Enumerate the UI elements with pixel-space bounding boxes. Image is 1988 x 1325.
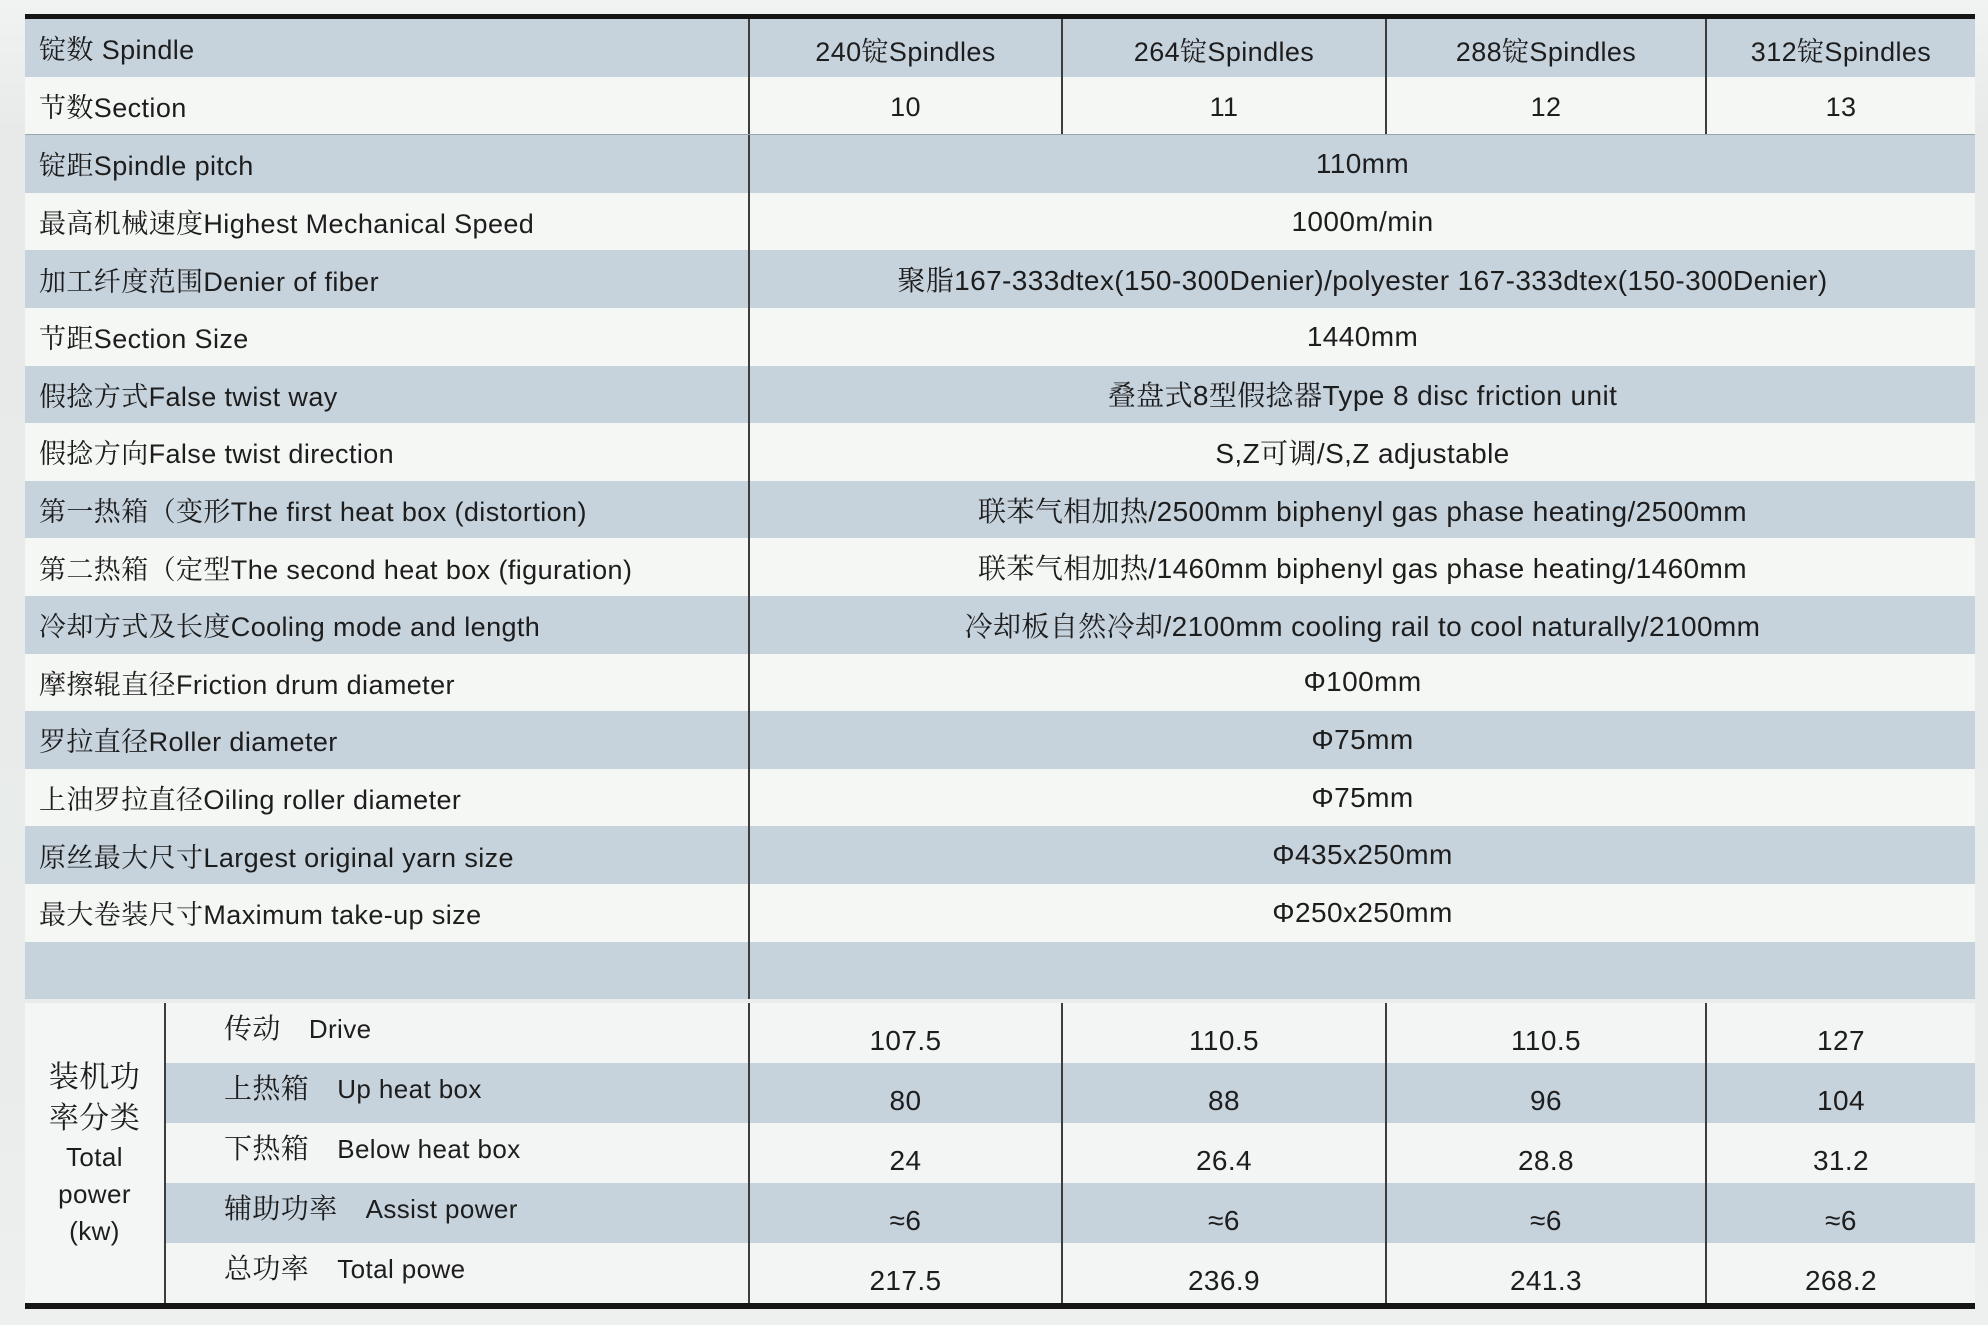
power-row xyxy=(166,1243,1975,1303)
header-cell-312: 312锭Spindles xyxy=(1705,19,1975,77)
row-label: 上油罗拉直径Oiling roller diameter xyxy=(39,785,462,816)
power-value-cell: 127 xyxy=(1705,1003,1975,1063)
power-group-label xyxy=(25,1003,166,1303)
row-label: 罗拉直径Roller diameter xyxy=(39,727,338,758)
power-row-label-cn: 传动 xyxy=(224,1013,281,1044)
power-row-label-en: Assist power xyxy=(365,1194,518,1224)
power-row xyxy=(166,1003,1975,1063)
header-cell-288: 288锭Spindles xyxy=(1385,19,1705,77)
power-value-cell: 110.5 xyxy=(1061,1003,1385,1063)
power-row-label-cn: 辅助功率 xyxy=(224,1193,338,1224)
row-value xyxy=(748,942,1975,1000)
table-row xyxy=(25,481,1975,539)
table-row xyxy=(25,654,1975,712)
row-label: 节距Section Size xyxy=(39,324,249,355)
table-row xyxy=(25,366,1975,424)
table-row xyxy=(25,538,1975,596)
table-row xyxy=(25,769,1975,827)
power-value-cell: ≈6 xyxy=(1061,1183,1385,1243)
row-label: 最高机械速度Highest Mechanical Speed xyxy=(39,209,535,240)
table-row xyxy=(25,826,1975,884)
power-row xyxy=(166,1183,1975,1243)
power-row-label-en: Below heat box xyxy=(337,1134,521,1164)
power-row-label xyxy=(166,1127,748,1167)
power-row-label xyxy=(166,1247,748,1287)
table-row xyxy=(25,250,1975,308)
row-label: 原丝最大尺寸Largest original yarn size xyxy=(39,842,514,873)
table-bottom-border xyxy=(25,1303,1975,1309)
row-value: S,Z可调/S,Z adjustable xyxy=(748,423,1975,481)
power-value-cell: 110.5 xyxy=(1385,1003,1705,1063)
power-row-label xyxy=(166,1007,748,1047)
section-cell: 12 xyxy=(1385,77,1705,135)
power-row-label-en: Total powe xyxy=(337,1254,466,1284)
power-row-label-en: Up heat box xyxy=(337,1074,482,1104)
row-label: 假捻方向False twist direction xyxy=(39,439,395,470)
table-row xyxy=(25,193,1975,251)
power-value-cell: ≈6 xyxy=(1705,1183,1975,1243)
row-label: 第一热箱（变形The first heat box (distortion) xyxy=(39,497,587,528)
power-value-cell: 96 xyxy=(1385,1063,1705,1123)
row-value: Φ100mm xyxy=(748,654,1975,712)
table-row-spindles xyxy=(25,19,1975,77)
power-value-cell: 80 xyxy=(748,1063,1061,1123)
section-cell: 10 xyxy=(748,77,1061,135)
group-label-line: 装机功 xyxy=(48,1060,141,1094)
row-label: 假捻方式False twist way xyxy=(39,381,338,412)
table-row xyxy=(25,308,1975,366)
row-label: 锭距Spindle pitch xyxy=(39,151,254,182)
group-label-line: Total xyxy=(66,1141,123,1172)
table-row xyxy=(25,711,1975,769)
power-value-cell: 28.8 xyxy=(1385,1123,1705,1183)
row-label: 加工纤度范围Denier of fiber xyxy=(39,266,379,297)
power-value-cell: 241.3 xyxy=(1385,1243,1705,1303)
power-row xyxy=(166,1063,1975,1123)
power-value-cell: 268.2 xyxy=(1705,1243,1975,1303)
power-section xyxy=(25,1003,1975,1303)
power-value-cell: ≈6 xyxy=(1385,1183,1705,1243)
table-row-empty xyxy=(25,942,1975,1000)
power-value-cell: ≈6 xyxy=(748,1183,1061,1243)
row-label: 摩擦辊直径Friction drum diameter xyxy=(39,669,455,700)
row-label: 最大卷装尺寸Maximum take-up size xyxy=(39,900,482,931)
row-value: Φ75mm xyxy=(748,769,1975,827)
power-row xyxy=(166,1123,1975,1183)
row-value: 110mm xyxy=(748,135,1975,193)
power-value-cell: 107.5 xyxy=(748,1003,1061,1063)
power-value-cell: 24 xyxy=(748,1123,1061,1183)
row-label: 节数Section xyxy=(39,92,187,123)
row-value: Φ435x250mm xyxy=(748,826,1975,884)
power-row-label-cn: 下热箱 xyxy=(224,1133,310,1164)
power-row-label-cn: 总功率 xyxy=(224,1253,310,1284)
row-value: Φ250x250mm xyxy=(748,884,1975,942)
row-label: 冷却方式及长度Cooling mode and length xyxy=(39,612,541,643)
power-row-label-en: Drive xyxy=(308,1014,372,1044)
table-row-sections xyxy=(25,77,1975,136)
power-rows xyxy=(166,1003,1975,1303)
row-value: Φ75mm xyxy=(748,711,1975,769)
power-value-cell: 236.9 xyxy=(1061,1243,1385,1303)
row-value: 1440mm xyxy=(748,308,1975,366)
group-label-line: 率分类 xyxy=(48,1101,141,1135)
specification-table xyxy=(25,14,1975,1309)
row-value: 1000m/min xyxy=(748,193,1975,251)
header-cell-240: 240锭Spindles xyxy=(748,19,1061,77)
power-row-label-cn: 上热箱 xyxy=(224,1073,310,1104)
row-value: 冷却板自然冷却/2100mm cooling rail to cool naturally/2100mm xyxy=(748,596,1975,654)
table-row xyxy=(25,135,1975,193)
power-value-cell: 88 xyxy=(1061,1063,1385,1123)
power-row-label xyxy=(166,1187,748,1227)
table-row xyxy=(25,423,1975,481)
group-label-line: (kw) xyxy=(69,1215,120,1246)
spec-rows xyxy=(25,19,1975,999)
power-value-cell: 26.4 xyxy=(1061,1123,1385,1183)
section-cell: 13 xyxy=(1705,77,1975,135)
row-label: 锭数 Spindle xyxy=(39,35,195,66)
table-row xyxy=(25,596,1975,654)
row-label: 第二热箱（定型The second heat box (figuration) xyxy=(39,554,633,585)
group-label-line: power xyxy=(58,1178,131,1209)
row-value: 联苯气相加热/2500mm biphenyl gas phase heating/2500mm xyxy=(748,481,1975,539)
power-value-cell: 217.5 xyxy=(748,1243,1061,1303)
power-value-cell: 31.2 xyxy=(1705,1123,1975,1183)
power-value-cell: 104 xyxy=(1705,1063,1975,1123)
table-row xyxy=(25,884,1975,942)
power-row-label xyxy=(166,1067,748,1107)
row-value: 聚脂167-333dtex(150-300Denier)/polyester 167-333dtex(150-300Denier) xyxy=(748,250,1975,308)
header-cell-264: 264锭Spindles xyxy=(1061,19,1385,77)
row-value: 叠盘式8型假捻器Type 8 disc friction unit xyxy=(748,366,1975,424)
section-cell: 11 xyxy=(1061,77,1385,135)
row-value: 联苯气相加热/1460mm biphenyl gas phase heating/1460mm xyxy=(748,538,1975,596)
